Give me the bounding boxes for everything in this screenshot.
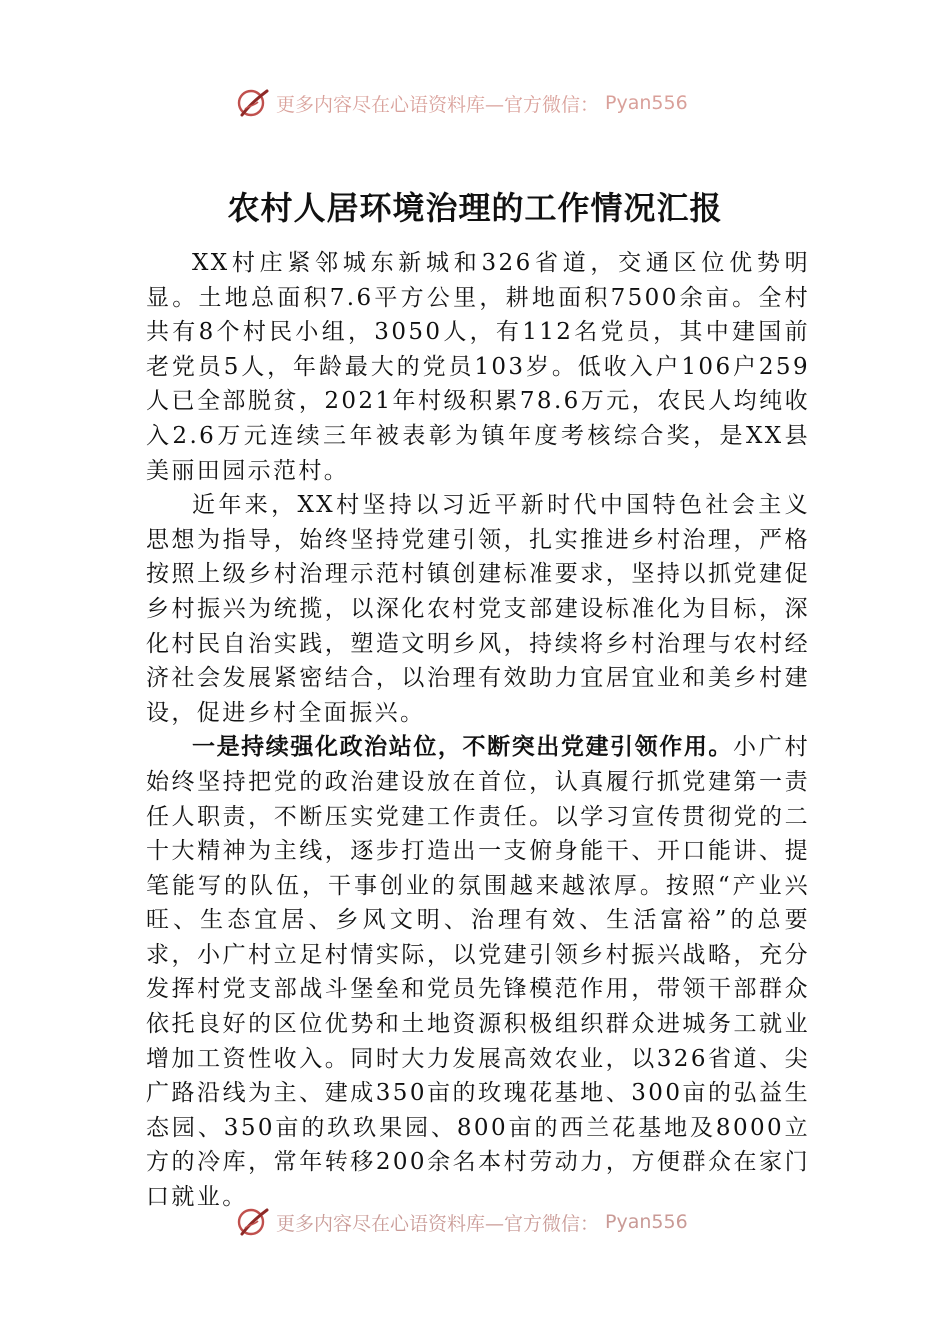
- header-watermark: [234, 83, 688, 123]
- watermark-text: 更多内容尽在心语资料库—官方微信：: [276, 1212, 600, 1235]
- paragraph-text: XX村庄紧邻城东新城和326省道，交通区位优势明显。土地总面积7.6平方公里，耕地面积7500余亩。全村共有8个村民小组，3050人，有112名党员，其中建国前老党员5人，年龄最大的党员103岁。低收入户106户259人已全部脱贫，2021年村级积累78.6万元，农民人均纯收入2.6万元连续三年被表彰为镇年度考核综合奖，是XX县美丽田园示范村。: [146, 250, 810, 484]
- paragraph-lead-heading: 一是持续强化政治站位，不断突出党建引领作用。: [192, 733, 734, 761]
- paragraph: [146, 730, 810, 1214]
- document-body: [146, 246, 810, 1215]
- paragraph: [146, 246, 810, 488]
- paragraph-text: 小广村始终坚持把党的政治建设放在首位，认真履行抓党建第一责任人职责，不断压实党建工作责任。以学习宣传贯彻党的二十大精神为主线，逐步打造出一支俯身能干、开口能讲、提笔能写的队伍，干事创业的氛围越来越浓厚。按照“产业兴旺、生态宜居、乡风文明、治理有效、生活富裕”的总要求，小广村立足村情实际，以党建引领乡村振兴战略，充分发挥村党支部战斗堡垒和党员先锋模范作用，带领干部群众依托良好的区位优势和土地资源积极组织群众进城务工就业增加工资性收入。同时大力发展高效农业，以326省道、尖广路沿线为主、建成350亩的玫瑰花基地、300亩的弘益生态园、350亩的玖玖果园、800亩的西兰花基地及8000立方的冷库，常年转移200余名本村劳动力，方便群众在家门口就业。: [146, 734, 810, 1211]
- watermark-wechat-id: Pyan556: [605, 1211, 688, 1233]
- footer-watermark: [234, 1202, 688, 1242]
- pen-logo-icon: [234, 1204, 270, 1240]
- watermark-text: 更多内容尽在心语资料库—官方微信：: [276, 93, 600, 116]
- paragraph-text: 近年来，XX村坚持以习近平新时代中国特色社会主义思想为指导，始终坚持党建引领，扎实推进乡村治理，严格按照上级乡村治理示范村镇创建标准要求，坚持以抓党建促乡村振兴为统揽，以深化农村党支部建设标准化为目标，深化村民自治实践，塑造文明乡风，持续将乡村治理与农村经济社会发展紧密结合，以治理有效助力宜居宜业和美乡村建设，促进乡村全面振兴。: [146, 492, 810, 726]
- pen-logo-icon: [234, 85, 270, 121]
- paragraph: [146, 488, 810, 730]
- document-title: 农村人居环境治理的工作情况汇报: [227, 189, 723, 227]
- watermark-wechat-id: Pyan556: [605, 92, 688, 114]
